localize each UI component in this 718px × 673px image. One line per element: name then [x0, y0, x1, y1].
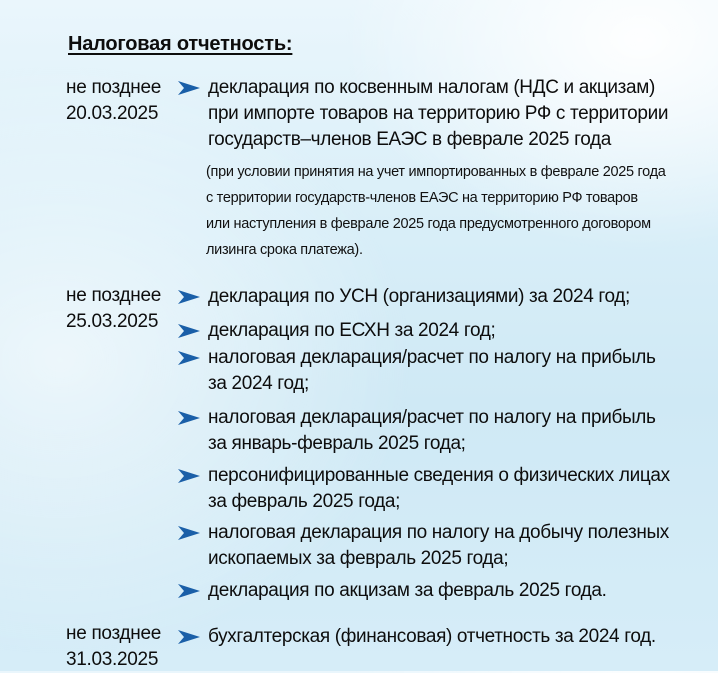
- arrow-bullet-icon: [178, 290, 200, 304]
- note-line: (при условии принятия на учет импортированных в феврале 2025 года: [206, 164, 666, 180]
- date-prefix: не позднее: [66, 77, 161, 98]
- item-line: декларация по ЕСХН за 2024 год;: [208, 320, 496, 341]
- item-line: при импорте товаров на территорию РФ с территории: [208, 103, 669, 124]
- list-item-text: [208, 405, 656, 457]
- date-prefix: не позднее: [66, 285, 161, 306]
- deadline-date-group-1: [66, 75, 161, 127]
- arrow-bullet-icon: [178, 584, 200, 598]
- date-value: 31.03.2025: [66, 649, 159, 670]
- item-line: за январь-февраль 2025 года;: [208, 433, 466, 454]
- section-title: Налоговая отчетность:: [68, 33, 293, 55]
- item-line: ископаемых за февраль 2025 года;: [208, 548, 509, 569]
- item-line: за февраль 2025 года;: [208, 491, 401, 512]
- list-item-text: [208, 624, 656, 650]
- list-item-text: [208, 318, 495, 344]
- item-line: декларация по акцизам за февраль 2025 года.: [208, 580, 607, 601]
- date-prefix: не позднее: [66, 623, 161, 644]
- item-line: бухгалтерская (финансовая) отчетность за 2024 год.: [208, 626, 656, 647]
- arrow-bullet-icon: [178, 411, 200, 425]
- note-line: с территории государств-членов ЕАЭС на территорию РФ товаров: [206, 190, 638, 206]
- arrow-bullet-icon: [178, 469, 200, 483]
- item-line: за 2024 год;: [208, 373, 309, 394]
- item-line: декларация по УСН (организациями) за 2024 год;: [208, 286, 630, 307]
- list-item-text: [208, 75, 668, 153]
- item-line: персонифицированные сведения о физических лицах: [208, 465, 670, 486]
- list-item-text: [208, 520, 669, 572]
- arrow-bullet-icon: [178, 630, 200, 644]
- arrow-bullet-icon: [178, 526, 200, 540]
- deadline-date-group-3: [66, 621, 161, 673]
- date-value: 25.03.2025: [66, 311, 159, 332]
- deadline-date-group-2: [66, 283, 161, 335]
- arrow-bullet-icon: [178, 324, 200, 338]
- item-line: декларация по косвенным налогам (НДС и акцизам): [208, 77, 655, 98]
- item-line: налоговая декларация по налогу на добычу полезных: [208, 522, 669, 543]
- list-item-text: [208, 284, 630, 310]
- item-note: [206, 159, 666, 263]
- list-item-text: [208, 345, 656, 397]
- item-line: налоговая декларация/расчет по налогу на прибыль: [208, 347, 656, 368]
- item-line: государств–членов ЕАЭС в феврале 2025 года: [208, 129, 611, 150]
- note-line: лизинга срока платежа).: [206, 242, 363, 258]
- arrow-bullet-icon: [178, 351, 200, 365]
- item-line: налоговая декларация/расчет по налогу на прибыль: [208, 407, 656, 428]
- note-line: или наступления в феврале 2025 года предусмотренного договором: [206, 216, 651, 232]
- list-item-text: [208, 463, 670, 515]
- date-value: 20.03.2025: [66, 103, 159, 124]
- arrow-bullet-icon: [178, 81, 200, 95]
- list-item-text: [208, 578, 607, 604]
